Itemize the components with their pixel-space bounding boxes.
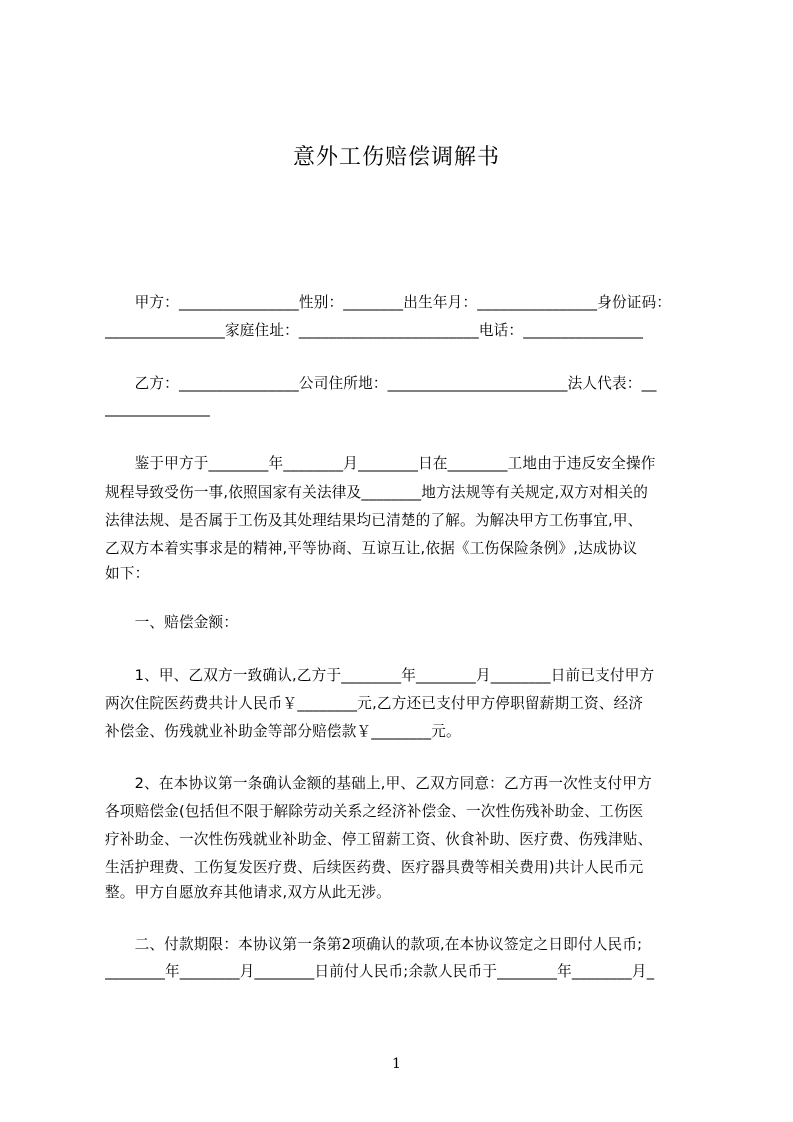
party-b-line-1: 乙方：________________公司住所地：________________________法人代表：__: [105, 375, 657, 392]
preamble-line-3: 法律法规、是否属于工伤及其处理结果均已清楚的了解。为解决甲方工伤事宜,甲、: [105, 512, 643, 529]
clause-2-line-2: 各项赔偿金(包括但不限于解除劳动关系之经济补偿金、一次性伤残补助金、工伤医: [105, 803, 644, 820]
section-1-heading: 一、赔偿金额：: [105, 614, 239, 631]
party-a-line-1: 甲方：________________性别：________出生年月：________________身份证码：: [105, 294, 672, 311]
clause-2-line-3: 疗补助金、一次性伤残就业补助金、停工留薪工资、伙食补助、医疗费、伤残津贴、: [105, 831, 653, 848]
clause-1-line-3: 补偿金、伤残就业补助金等部分赔偿款￥________元。: [105, 723, 461, 740]
preamble-line-2: 规程导致受伤一事,依照国家有关法律及________地方法规等有关规定,双方对相关的: [105, 484, 649, 501]
clause-1-line-2: 两次住院医药费共计人民币￥________元,乙方还已支付甲方停职留薪期工资、经济: [105, 695, 644, 712]
document-title: 意外工伤赔偿调解书: [292, 145, 500, 170]
party-b-line-2: ______________: [105, 400, 210, 417]
preamble-line-5: 如下：: [105, 565, 150, 582]
section-2-line-1: 二、付款期限：本协议第一条第2项确认的款项,在本协议签定之日即付人民币;: [105, 936, 643, 953]
clause-2-line-5: 整。甲方自愿放弃其他请求,双方从此无涉。: [105, 884, 391, 901]
clause-2-line-1: 2、在本协议第一条确认金额的基础上,甲、乙双方同意：乙方再一次性支付甲方: [105, 775, 652, 792]
preamble-line-4: 乙双方本着实事求是的精神,平等协商、互谅互让,依据《工伤保险条例》,达成协议: [105, 540, 638, 557]
page-number: 1: [392, 1056, 401, 1072]
section-2-line-2: ________年________月________日前付人民币;余款人民币于________年________月_: [105, 963, 655, 980]
party-a-line-2: ________________家庭住址：________________________电话：________________: [105, 322, 644, 339]
clause-2-line-4: 生活护理费、工伤复发医疗费、后续医药费、医疗器具费等相关费用)共计人民币元: [105, 859, 644, 876]
clause-1-line-1: 1、甲、乙双方一致确认,乙方于________年________月________日前已支付甲方: [105, 667, 655, 684]
preamble-line-1: 鉴于甲方于________年________月________日在________工地由于违反安全操作: [105, 455, 656, 472]
